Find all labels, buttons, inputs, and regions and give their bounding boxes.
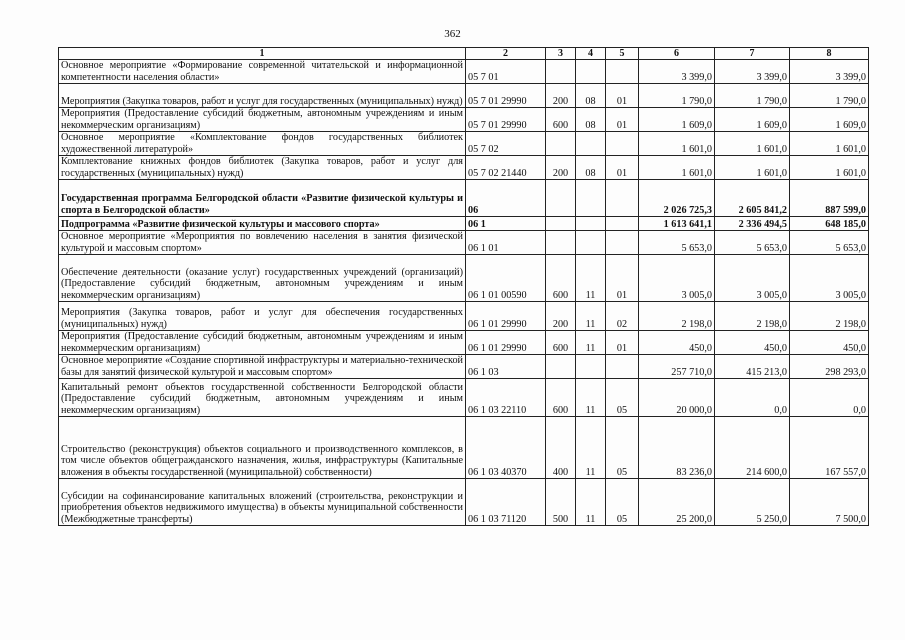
row-subsection — [606, 217, 639, 231]
row-code: 06 1 01 29990 — [466, 302, 546, 331]
row-value-col6: 2 026 725,3 — [639, 180, 715, 217]
table-row — [59, 355, 869, 379]
row-value-col6: 25 200,0 — [639, 479, 715, 526]
row-description: Строительство (реконструкция) объектов социального и производственного комплексов, в том числе объектов общегражданского назначения, жилья, инфраструктуры (Капитальные вложения в объекты государственной (муниципальной) собственности) — [59, 417, 466, 479]
row-code: 06 — [466, 180, 546, 217]
row-description: Основное мероприятие «Мероприятия по вовлечению населения в занятия физической культурой и массовым спортом» — [59, 231, 466, 255]
table-row — [59, 379, 869, 417]
row-expense-type: 200 — [546, 156, 576, 180]
row-value-col7: 450,0 — [715, 331, 790, 355]
row-expense-type: 600 — [546, 108, 576, 132]
row-code: 06 1 03 40370 — [466, 417, 546, 479]
row-value-col8: 0,0 — [790, 379, 869, 417]
column-header: 5 — [606, 48, 639, 60]
row-subsection: 05 — [606, 479, 639, 526]
row-description: Субсидии на софинансирование капитальных вложений (строительства, реконструкции и приобретения объектов недвижимого имущества) в объекты муниципальной собственности (Межбюджетные трансферты) — [59, 479, 466, 526]
row-description: Мероприятия (Закупка товаров, работ и услуг для государственных (муниципальных) нужд) — [59, 84, 466, 108]
row-value-col6: 1 601,0 — [639, 156, 715, 180]
row-subsection: 02 — [606, 302, 639, 331]
row-value-col7: 2 198,0 — [715, 302, 790, 331]
row-code: 06 1 01 00590 — [466, 255, 546, 302]
row-value-col8: 1 609,0 — [790, 108, 869, 132]
row-expense-type — [546, 355, 576, 379]
row-value-col6: 83 236,0 — [639, 417, 715, 479]
row-subsection: 01 — [606, 108, 639, 132]
row-subsection — [606, 132, 639, 156]
table-row — [59, 479, 869, 526]
column-header: 8 — [790, 48, 869, 60]
row-value-col8: 7 500,0 — [790, 479, 869, 526]
row-value-col7: 415 213,0 — [715, 355, 790, 379]
row-description: Комплектование книжных фондов библиотек (Закупка товаров, работ и услуг для государственных (муниципальных) нужд) — [59, 156, 466, 180]
row-code: 06 1 03 71120 — [466, 479, 546, 526]
row-section — [576, 60, 606, 84]
column-header: 2 — [466, 48, 546, 60]
row-value-col7: 1 609,0 — [715, 108, 790, 132]
row-section — [576, 132, 606, 156]
row-value-col8: 648 185,0 — [790, 217, 869, 231]
column-header: 4 — [576, 48, 606, 60]
row-expense-type — [546, 132, 576, 156]
column-header: 3 — [546, 48, 576, 60]
row-section: 08 — [576, 108, 606, 132]
row-value-col8: 167 557,0 — [790, 417, 869, 479]
row-value-col8: 298 293,0 — [790, 355, 869, 379]
table-row — [59, 84, 869, 108]
column-header: 1 — [59, 48, 466, 60]
row-value-col7: 5 250,0 — [715, 479, 790, 526]
row-description: Мероприятия (Закупка товаров, работ и услуг для обеспечения государственных (муниципальных) нужд) — [59, 302, 466, 331]
row-code: 05 7 02 — [466, 132, 546, 156]
row-code: 05 7 01 — [466, 60, 546, 84]
row-expense-type: 600 — [546, 255, 576, 302]
budget-table — [58, 47, 869, 526]
row-expense-type — [546, 231, 576, 255]
row-code: 06 1 03 — [466, 355, 546, 379]
table-row — [59, 60, 869, 84]
row-subsection — [606, 355, 639, 379]
row-value-col6: 1 609,0 — [639, 108, 715, 132]
table-row — [59, 255, 869, 302]
row-code: 06 1 01 — [466, 231, 546, 255]
row-value-col8: 3 399,0 — [790, 60, 869, 84]
row-value-col7: 0,0 — [715, 379, 790, 417]
row-expense-type: 200 — [546, 302, 576, 331]
row-subsection: 01 — [606, 84, 639, 108]
row-description: Мероприятия (Предоставление субсидий бюджетным, автономным учреждениям и иным некоммерческим организациям) — [59, 331, 466, 355]
row-expense-type — [546, 217, 576, 231]
row-section: 11 — [576, 379, 606, 417]
row-value-col7: 1 790,0 — [715, 84, 790, 108]
row-section: 11 — [576, 331, 606, 355]
row-value-col7: 2 605 841,2 — [715, 180, 790, 217]
row-subsection: 01 — [606, 255, 639, 302]
table-row — [59, 180, 869, 217]
row-code: 05 7 01 29990 — [466, 84, 546, 108]
row-section: 08 — [576, 84, 606, 108]
row-value-col6: 3 399,0 — [639, 60, 715, 84]
column-header: 7 — [715, 48, 790, 60]
row-value-col7: 5 653,0 — [715, 231, 790, 255]
table-header-row — [59, 48, 869, 60]
row-value-col6: 1 790,0 — [639, 84, 715, 108]
row-section: 11 — [576, 417, 606, 479]
row-value-col6: 20 000,0 — [639, 379, 715, 417]
table-row — [59, 331, 869, 355]
row-subsection — [606, 180, 639, 217]
row-value-col8: 887 599,0 — [790, 180, 869, 217]
row-expense-type: 500 — [546, 479, 576, 526]
row-value-col6: 257 710,0 — [639, 355, 715, 379]
row-section: 11 — [576, 255, 606, 302]
row-expense-type: 400 — [546, 417, 576, 479]
row-subsection: 01 — [606, 331, 639, 355]
row-value-col8: 5 653,0 — [790, 231, 869, 255]
table-row — [59, 217, 869, 231]
row-expense-type: 600 — [546, 379, 576, 417]
row-value-col8: 1 601,0 — [790, 156, 869, 180]
row-value-col8: 1 790,0 — [790, 84, 869, 108]
table-row — [59, 108, 869, 132]
row-code: 05 7 02 21440 — [466, 156, 546, 180]
row-section: 08 — [576, 156, 606, 180]
row-section — [576, 355, 606, 379]
row-subsection: 01 — [606, 156, 639, 180]
row-value-col6: 1 613 641,1 — [639, 217, 715, 231]
row-section: 11 — [576, 302, 606, 331]
row-expense-type: 600 — [546, 331, 576, 355]
row-description: Обеспечение деятельности (оказание услуг) государственных учреждений (организаций) (Предоставление субсидий бюджетным, автономным учреждениям и иным некоммерческим организациям) — [59, 255, 466, 302]
row-subsection: 05 — [606, 379, 639, 417]
row-value-col8: 3 005,0 — [790, 255, 869, 302]
row-value-col6: 3 005,0 — [639, 255, 715, 302]
page-number: 362 — [444, 28, 461, 40]
table-row — [59, 417, 869, 479]
row-value-col6: 1 601,0 — [639, 132, 715, 156]
row-section — [576, 180, 606, 217]
row-description: Основное мероприятие «Комплектование фондов государственных библиотек художественной литературой» — [59, 132, 466, 156]
row-description: Основное мероприятие «Создание спортивной инфраструктуры и материально-технической базы для занятий физической культурой и массовым спортом» — [59, 355, 466, 379]
row-value-col7: 214 600,0 — [715, 417, 790, 479]
row-subsection — [606, 60, 639, 84]
row-description: Государственная программа Белгородской области «Развитие физической культуры и спорта в Белгородской области» — [59, 180, 466, 217]
row-expense-type: 200 — [546, 84, 576, 108]
row-description: Основное мероприятие «Формирование современной читательской и информационной компетентности населения области» — [59, 60, 466, 84]
row-subsection — [606, 231, 639, 255]
row-value-col7: 3 005,0 — [715, 255, 790, 302]
row-value-col6: 5 653,0 — [639, 231, 715, 255]
row-subsection: 05 — [606, 417, 639, 479]
row-value-col6: 450,0 — [639, 331, 715, 355]
row-expense-type — [546, 60, 576, 84]
row-value-col7: 3 399,0 — [715, 60, 790, 84]
table-row — [59, 231, 869, 255]
row-expense-type — [546, 180, 576, 217]
row-value-col7: 2 336 494,5 — [715, 217, 790, 231]
row-section: 11 — [576, 479, 606, 526]
row-value-col8: 1 601,0 — [790, 132, 869, 156]
row-value-col7: 1 601,0 — [715, 132, 790, 156]
table-row — [59, 132, 869, 156]
row-code: 06 1 03 22110 — [466, 379, 546, 417]
row-code: 06 1 01 29990 — [466, 331, 546, 355]
row-code: 06 1 — [466, 217, 546, 231]
row-code: 05 7 01 29990 — [466, 108, 546, 132]
row-section — [576, 217, 606, 231]
column-header: 6 — [639, 48, 715, 60]
row-description: Капитальный ремонт объектов государственной собственности Белгородской области (Предоставление субсидий бюджетным, автономным учреждениям и иным некоммерческим организациям) — [59, 379, 466, 417]
table-row — [59, 302, 869, 331]
row-description: Мероприятия (Предоставление субсидий бюджетным, автономным учреждениям и иным некоммерческим организациям) — [59, 108, 466, 132]
row-value-col8: 2 198,0 — [790, 302, 869, 331]
row-description: Подпрограмма «Развитие физической культуры и массового спорта» — [59, 217, 466, 231]
row-value-col8: 450,0 — [790, 331, 869, 355]
row-value-col7: 1 601,0 — [715, 156, 790, 180]
row-value-col6: 2 198,0 — [639, 302, 715, 331]
row-section — [576, 231, 606, 255]
table-row — [59, 156, 869, 180]
